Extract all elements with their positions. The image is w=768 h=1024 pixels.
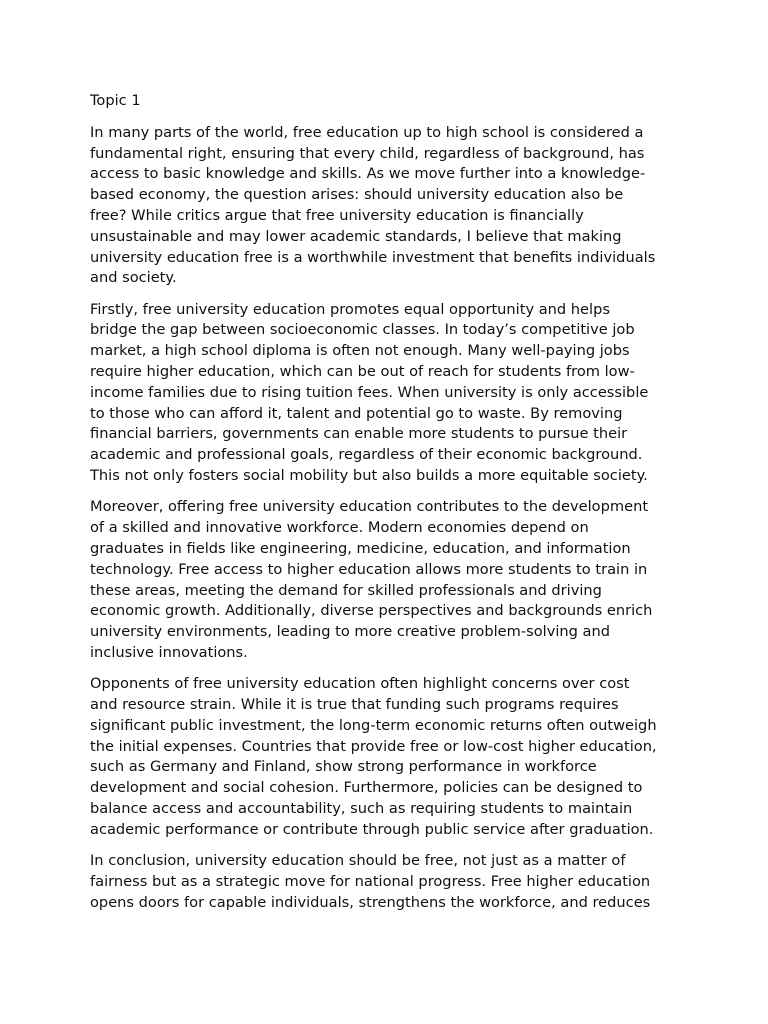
text-line: opens doors for capable individuals, strengthens the workforce, and reduces	[90, 893, 651, 911]
text-line: significant public investment, the long-term economic returns often outweigh	[90, 716, 657, 734]
text-line: fundamental right, ensuring that every child, regardless of background, has	[90, 144, 645, 162]
text-line: access to basic knowledge and skills. As we move further into a knowledge-	[90, 165, 646, 183]
text-line: financial barriers, governments can enable more students to pursue their	[90, 425, 628, 443]
text-line: these areas, meeting the demand for skilled professionals and driving	[90, 581, 602, 599]
text-line: Moreover, offering free university education contributes to the development	[90, 498, 649, 516]
paragraph-equal-opportunity	[90, 300, 680, 487]
text-line: fairness but as a strategic move for national progress. Free higher education	[90, 872, 651, 890]
text-line: academic performance or contribute through public service after graduation.	[90, 820, 654, 838]
text-line: such as Germany and Finland, show strong performance in workforce	[90, 758, 597, 776]
text-line: require higher education, which can be out of reach for students from low-	[90, 363, 635, 381]
text-line: university environments, leading to more creative problem-solving and	[90, 623, 611, 641]
text-line: to those who can afford it, talent and potential go to waste. By removing	[90, 404, 623, 422]
paragraph-conclusion	[90, 851, 680, 913]
text-line: In many parts of the world, free education up to high school is considered a	[90, 123, 644, 141]
document-title: Topic 1	[90, 92, 141, 109]
text-line: academic and professional goals, regardless of their economic background.	[90, 446, 643, 464]
text-line: This not only fosters social mobility but also builds a more equitable society.	[90, 467, 648, 485]
text-line: Firstly, free university education promotes equal opportunity and helps	[90, 300, 610, 318]
document-page	[90, 91, 680, 924]
text-line: technology. Free access to higher education allows more students to train in	[90, 560, 648, 578]
text-line: development and social cohesion. Furthermore, policies can be designed to	[90, 779, 643, 797]
text-line: the initial expenses. Countries that provide free or low-cost higher education,	[90, 737, 657, 755]
text-line: and society.	[90, 269, 177, 287]
text-line: In conclusion, university education should be free, not just as a matter of	[90, 852, 626, 870]
text-line: and resource strain. While it is true that funding such programs requires	[90, 696, 619, 714]
text-line: Opponents of free university education often highlight concerns over cost	[90, 675, 630, 693]
paragraph-workforce	[90, 497, 680, 663]
text-line: graduates in fields like engineering, medicine, education, and information	[90, 539, 631, 557]
text-line: based economy, the question arises: should university education also be	[90, 186, 624, 204]
text-line: bridge the gap between socioeconomic classes. In today’s competitive job	[90, 321, 635, 339]
text-line: of a skilled and innovative workforce. Modern economies depend on	[90, 519, 589, 537]
paragraph-counterargument	[90, 674, 680, 840]
text-line: free? While critics argue that free university education is financially	[90, 206, 584, 224]
text-line: market, a high school diploma is often not enough. Many well-paying jobs	[90, 342, 630, 360]
text-line: university education free is a worthwhile investment that benefits individuals	[90, 248, 656, 266]
text-line: unsustainable and may lower academic standards, I believe that making	[90, 227, 622, 245]
text-line: balance access and accountability, such as requiring students to maintain	[90, 800, 633, 817]
text-line: income families due to rising tuition fees. When university is only accessible	[90, 383, 649, 401]
paragraph-introduction	[90, 123, 680, 289]
text-line: inclusive innovations.	[90, 643, 248, 661]
text-line: economic growth. Additionally, diverse perspectives and backgrounds enrich	[90, 602, 653, 620]
